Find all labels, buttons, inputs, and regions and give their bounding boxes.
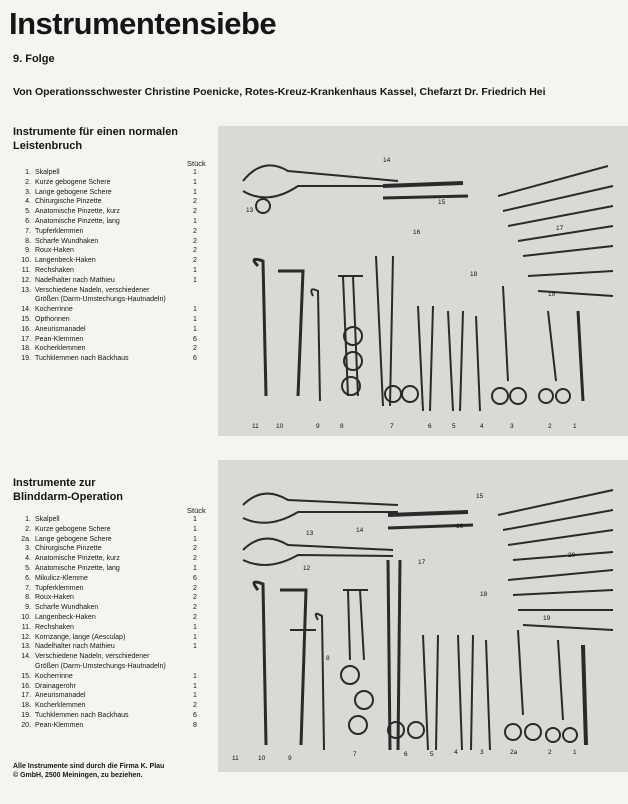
item-name: Langenbeck-Haken xyxy=(35,257,96,265)
item-name: Kurze gebogene Schere xyxy=(35,178,111,186)
instrument-list-item xyxy=(13,315,213,325)
item-number: 9. xyxy=(25,604,31,612)
photo1-label: 14 xyxy=(383,157,391,164)
instrument-list-item xyxy=(13,633,213,643)
item-quantity: 1 xyxy=(193,276,197,284)
page-title: Instrumentensiebe xyxy=(9,6,277,41)
item-name: Pean-Klemmen xyxy=(35,335,84,343)
item-number: 2. xyxy=(25,525,31,533)
item-number: 3. xyxy=(25,545,31,553)
photo1-label: 3 xyxy=(510,423,514,430)
item-quantity: 1 xyxy=(193,525,197,533)
instrument-list-item xyxy=(13,305,213,315)
item-name: Kurze gebogene Schere xyxy=(35,525,111,533)
item-quantity: 1 xyxy=(193,682,197,690)
item-name: Lange gebogene Schere xyxy=(35,535,112,543)
item-quantity: 1 xyxy=(193,217,197,225)
item-quantity: 2 xyxy=(193,257,197,265)
section1-qty-header: Stück xyxy=(187,159,206,168)
item-quantity: 2 xyxy=(193,247,197,255)
instrument-list-item xyxy=(13,246,213,256)
photo1-label: 1 xyxy=(573,423,577,430)
item-name: Größen (Darm-Umstechungs-Hautnadeln) xyxy=(35,296,166,304)
item-quantity: 1 xyxy=(193,266,197,274)
item-number: 4. xyxy=(25,555,31,563)
item-quantity: 6 xyxy=(193,355,197,363)
instrument-list-item xyxy=(13,701,213,711)
photo2-label: 8 xyxy=(326,655,330,662)
series-label: 9. Folge xyxy=(13,53,55,65)
item-number: 15. xyxy=(21,672,31,680)
photo1-label: 16 xyxy=(413,229,421,236)
instrument-list-item xyxy=(13,178,213,188)
photo1-label: 8 xyxy=(340,423,344,430)
photo2-label: 3 xyxy=(480,749,484,756)
item-name: Aneurismanadel xyxy=(35,692,86,700)
section2-qty-header: Stück xyxy=(187,506,206,515)
item-quantity: 2 xyxy=(193,613,197,621)
item-number: 9. xyxy=(25,247,31,255)
item-quantity: 1 xyxy=(193,564,197,572)
instrument-tray-photo-hernia xyxy=(218,126,628,436)
item-quantity: 1 xyxy=(193,315,197,323)
item-number: 5. xyxy=(25,208,31,216)
photo1-label: 18 xyxy=(470,271,478,278)
item-number: 12. xyxy=(21,276,31,284)
item-number: 16. xyxy=(21,682,31,690)
item-quantity: 1 xyxy=(193,672,197,680)
item-number: 13. xyxy=(21,643,31,651)
instrument-list-item xyxy=(13,325,213,335)
item-quantity: 2 xyxy=(193,604,197,612)
instrument-list-item xyxy=(13,662,213,672)
section2-title-line2: Blinddarm-Operation xyxy=(13,491,124,503)
item-name: Nadelhalter nach Mathieu xyxy=(35,276,115,284)
photo2-label: 12 xyxy=(303,565,311,572)
item-quantity: 1 xyxy=(193,516,197,523)
item-quantity: 6 xyxy=(193,711,197,719)
instrument-list-item xyxy=(13,544,213,554)
photo1-label: 4 xyxy=(480,423,484,430)
item-number: 2. xyxy=(25,178,31,186)
item-quantity: 2 xyxy=(193,702,197,710)
instrument-list-item xyxy=(13,711,213,721)
item-name: Pean-Klemmen xyxy=(35,721,84,729)
item-quantity: 6 xyxy=(193,335,197,343)
item-name: Aneurismanadel xyxy=(35,325,86,333)
photo2-label: 13 xyxy=(306,530,314,537)
item-name: Anatomische Pinzette, lang xyxy=(35,564,120,572)
photo1-label: 6 xyxy=(428,423,432,430)
photo2-label: 20 xyxy=(568,552,576,559)
instrument-list-item xyxy=(13,652,213,662)
instrument-list-item xyxy=(13,276,213,286)
item-number: 5. xyxy=(25,564,31,572)
item-number: 11. xyxy=(21,266,31,274)
item-quantity: 2 xyxy=(193,227,197,235)
instrument-list-item xyxy=(13,691,213,701)
item-quantity: 1 xyxy=(193,306,197,314)
instrument-list-item xyxy=(13,266,213,276)
instrument-list-item xyxy=(13,613,213,623)
photo1-label: 10 xyxy=(276,423,284,430)
item-quantity: 8 xyxy=(193,721,197,729)
instrument-tray-illustration xyxy=(218,126,628,436)
item-number: 10. xyxy=(21,613,31,621)
item-name: Roux-Haken xyxy=(35,594,74,602)
photo1-label: 2 xyxy=(548,423,552,430)
item-number: 15. xyxy=(21,315,31,323)
section1-title-line1: Instrumente für einen normalen xyxy=(13,126,179,138)
photo2-label: 14 xyxy=(356,527,364,534)
item-number: 7. xyxy=(25,584,31,592)
item-number: 2a. xyxy=(21,535,31,543)
item-quantity: 2 xyxy=(193,345,197,353)
instrument-list-item xyxy=(13,256,213,266)
item-number: 17. xyxy=(21,692,31,700)
photo2-label: 19 xyxy=(543,615,551,622)
item-name: Kocherklemmen xyxy=(35,702,86,710)
photo1-label: 17 xyxy=(556,225,564,232)
item-quantity: 2 xyxy=(193,555,197,563)
instrument-list-item xyxy=(13,584,213,594)
photo1-label: 13 xyxy=(246,207,254,214)
instrument-list-item xyxy=(13,168,213,178)
item-name: Anatomische Pinzette, kurz xyxy=(35,208,120,216)
item-number: 13. xyxy=(21,286,31,294)
photo2-label: 6 xyxy=(404,751,408,758)
item-number: 14. xyxy=(21,653,31,661)
photo1-label: 19 xyxy=(548,291,556,298)
section1-heading xyxy=(13,125,213,153)
item-number: 18. xyxy=(21,345,31,353)
photo2-label: 17 xyxy=(418,559,426,566)
item-name: Skalpell xyxy=(35,516,60,523)
instrument-list-item xyxy=(13,574,213,584)
item-number: 8. xyxy=(25,594,31,602)
photo1-label: 9 xyxy=(316,423,320,430)
instrument-tray-illustration xyxy=(218,460,628,772)
item-quantity: 6 xyxy=(193,574,197,582)
instrument-list-item xyxy=(13,354,213,364)
item-number: 1. xyxy=(25,169,31,176)
item-quantity: 1 xyxy=(193,188,197,196)
item-name: Mikulicz-Klemme xyxy=(35,574,88,582)
item-number: 17. xyxy=(21,335,31,343)
photo1-label: 11 xyxy=(252,423,259,430)
instrument-list-item xyxy=(13,217,213,227)
photo2-callouts xyxy=(232,493,577,762)
instrument-list-item xyxy=(13,672,213,682)
instrument-list-item xyxy=(13,188,213,198)
photo2-label: 16 xyxy=(456,523,464,530)
item-name: Lange gebogene Schere xyxy=(35,188,112,196)
item-quantity: 1 xyxy=(193,169,197,176)
item-name: Tuchklemmen nach Backhaus xyxy=(35,711,129,719)
instrument-list-item xyxy=(13,286,213,296)
instrument-list-item xyxy=(13,344,213,354)
item-number: 18. xyxy=(21,702,31,710)
photo2-label: 1 xyxy=(573,749,577,756)
item-name: Skalpell xyxy=(35,169,60,176)
item-name: Kornzange, lange (Aesculap) xyxy=(35,633,126,641)
item-name: Kocherrinne xyxy=(35,306,73,314)
section1-instrument-list xyxy=(13,168,213,364)
item-name: Opthonnen xyxy=(35,315,70,323)
instrument-list-item xyxy=(13,335,213,345)
instrument-list-item xyxy=(13,197,213,207)
instrument-list-item xyxy=(13,295,213,305)
item-name: Chirurgische Pinzette xyxy=(35,545,102,553)
section1-title-line2: Leistenbruch xyxy=(13,140,83,152)
item-name: Tuchklemmen nach Backhaus xyxy=(35,355,129,363)
instrument-list-item xyxy=(13,525,213,535)
item-name: Langenbeck-Haken xyxy=(35,613,96,621)
item-number: 16. xyxy=(21,325,31,333)
instrument-list-item xyxy=(13,593,213,603)
section2-instrument-list xyxy=(13,515,213,731)
photo2-label: 9 xyxy=(288,755,292,762)
instrument-list-item xyxy=(13,227,213,237)
item-number: 19. xyxy=(21,355,31,363)
item-quantity: 1 xyxy=(193,623,197,631)
instrument-list-item xyxy=(13,207,213,217)
item-name: Anatomische Pinzette, kurz xyxy=(35,555,120,563)
supplier-note-line1: Alle Instrumente sind durch die Firma K. Plau xyxy=(13,763,165,770)
instrument-list-item xyxy=(13,237,213,247)
item-quantity: 2 xyxy=(193,584,197,592)
photo2-label: 11 xyxy=(232,755,239,762)
item-quantity: 2 xyxy=(193,198,197,206)
item-name: Verschiedene Nadeln, verschiedener xyxy=(35,286,150,294)
item-quantity: 2 xyxy=(193,545,197,553)
photo1-label: 5 xyxy=(452,423,456,430)
section2-title-line1: Instrumente zur xyxy=(13,477,96,489)
item-number: 11. xyxy=(21,623,31,631)
instrument-list-item xyxy=(13,564,213,574)
instrument-list-item xyxy=(13,603,213,613)
item-number: 3. xyxy=(25,188,31,196)
photo2-label: 15 xyxy=(476,493,484,500)
photo2-label: 18 xyxy=(480,591,488,598)
section2-heading xyxy=(13,476,213,504)
item-name: Rechshaken xyxy=(35,623,74,631)
item-number: 10. xyxy=(21,257,31,265)
item-number: 6. xyxy=(25,217,31,225)
item-name: Drainagerohr xyxy=(35,682,76,690)
item-quantity: 1 xyxy=(193,633,197,641)
item-name: Tupferklemmen xyxy=(35,584,84,592)
item-name: Tupferklemmen xyxy=(35,227,84,235)
item-number: 8. xyxy=(25,237,31,245)
item-name: Nadelhalter nach Mathieu xyxy=(35,643,115,651)
item-name: Größen (Darm-Umstechungs-Hautnadeln) xyxy=(35,662,166,670)
photo1-label: 15 xyxy=(438,199,446,206)
item-number: 6. xyxy=(25,574,31,582)
byline: Von Operationsschwester Christine Poenicke, Rotes-Kreuz-Krankenhaus Kassel, Chefarzt Dr. Friedrich Hei xyxy=(13,86,546,98)
photo1-label: 7 xyxy=(390,423,394,430)
item-quantity: 1 xyxy=(193,692,197,700)
instrument-list-item xyxy=(13,642,213,652)
photo2-label: 2 xyxy=(548,749,552,756)
item-quantity: 1 xyxy=(193,643,197,651)
item-name: Scharfe Wundhaken xyxy=(35,604,99,612)
item-quantity: 1 xyxy=(193,325,197,333)
item-number: 1. xyxy=(25,516,31,523)
instrument-list-item xyxy=(13,721,213,731)
item-number: 14. xyxy=(21,306,31,314)
item-number: 19. xyxy=(21,711,31,719)
item-number: 7. xyxy=(25,227,31,235)
item-quantity: 2 xyxy=(193,594,197,602)
instrument-list-item xyxy=(13,623,213,633)
item-quantity: 2 xyxy=(193,237,197,245)
item-number: 12. xyxy=(21,633,31,641)
supplier-note xyxy=(13,762,218,780)
photo2-label: 10 xyxy=(258,755,266,762)
item-quantity: 1 xyxy=(193,535,197,543)
instrument-list-item xyxy=(13,554,213,564)
item-name: Verschiedene Nadeln, verschiedener xyxy=(35,653,150,661)
photo2-label: 4 xyxy=(454,749,458,756)
instrument-list-item xyxy=(13,515,213,525)
instrument-list-item xyxy=(13,535,213,545)
supplier-note-line2: © GmbH, 2500 Meiningen, zu beziehen. xyxy=(13,772,143,779)
item-number: 4. xyxy=(25,198,31,206)
item-number: 20. xyxy=(21,721,31,729)
item-name: Kocherklemmen xyxy=(35,345,86,353)
item-name: Anatomische Pinzette, lang xyxy=(35,217,120,225)
item-name: Kocherrinne xyxy=(35,672,73,680)
item-quantity: 2 xyxy=(193,208,197,216)
item-name: Rechshaken xyxy=(35,266,74,274)
photo2-label: 7 xyxy=(353,751,357,758)
item-name: Roux-Haken xyxy=(35,247,74,255)
item-quantity: 1 xyxy=(193,178,197,186)
photo2-label: 5 xyxy=(430,751,434,758)
photo2-label: 2a xyxy=(510,749,518,756)
item-name: Scharfe Wundhaken xyxy=(35,237,99,245)
instrument-list-item xyxy=(13,682,213,692)
item-name: Chirurgische Pinzette xyxy=(35,198,102,206)
instrument-tray-photo-appendectomy xyxy=(218,460,628,772)
